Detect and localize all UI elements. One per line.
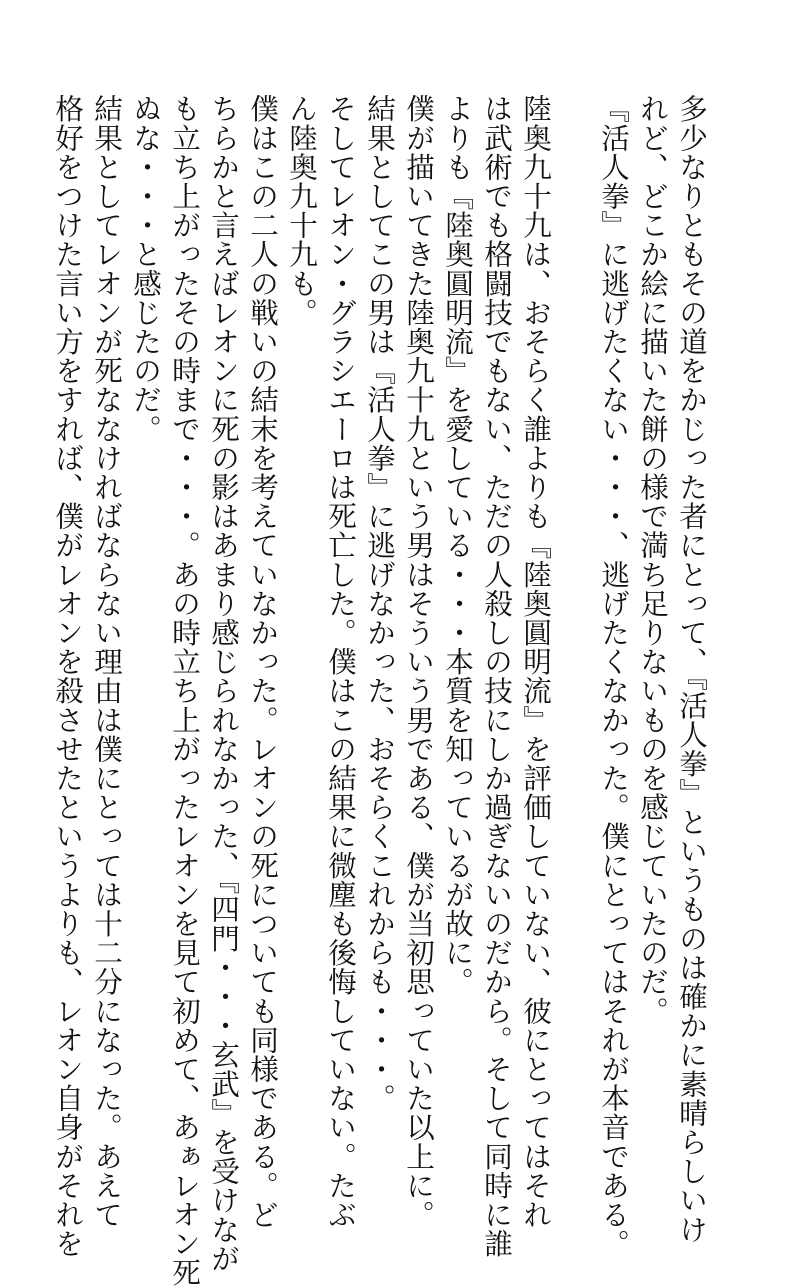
text-line-15: ぬな・・・と感じたのだ。: [129, 94, 163, 444]
text-line-7: よりも『陸奥圓明流』を愛している・・・本質を知っているが故に。: [441, 94, 475, 997]
text-line-9: 結果としてこの男は『活人拳』に逃げなかった、おそらくこれからも・・・。: [363, 94, 397, 1113]
text-line-17: 格好をつけた言い方をすれば、僕がレオンを殺させたというよりも、レオン自身がそれを: [51, 94, 85, 1258]
text-line-5: 陸奥九十九は、おそらく誰よりも『陸奥圓明流』を評価していない、彼にとってはそれ: [519, 94, 553, 1229]
vertical-text-body: [48, 94, 711, 1287]
text-line-2: れど、どこか絵に描いた餅の様で満ち足りないものを感じていたのだ。: [636, 94, 670, 1026]
text-line-13: ちらかと言えばレオンに死の影はあまり感じられなかった、『四門・・・玄武』を受けなが: [207, 94, 241, 1273]
text-line-6: は武術でも格闘技でもない、ただの人殺しの技にしか過ぎないのだから。そして同時に誰: [480, 94, 514, 1258]
text-line-8: 僕が描いてきた陸奥九十九という男はそういう男である、僕が当初思っていた以上に。: [402, 94, 436, 1229]
text-line-11: ん陸奥九十九も。: [285, 94, 319, 327]
text-line-12: 僕はこの二人の戦いの結末を考えていなかった。レオンの死についても同様である。ど: [246, 94, 280, 1229]
text-line-14: も立ち上がったその時まで・・・。あの時立ち上がったレオンを見て初めて、あぁレオン死: [168, 94, 202, 1287]
text-line-1: 多少なりともその道をかじった者にとって、『活人拳』というものは確かに素晴らしいけ: [675, 94, 709, 1244]
text-line-16: 結果としてレオンが死ななければならない理由は僕にとっては十二分になった。あえて: [90, 94, 124, 1229]
text-line-3: 『活人拳』に逃げたくない・・・、逃げたくなかった。僕にとってはそれが本音である。: [597, 94, 631, 1258]
paragraph-gap: [555, 94, 594, 1104]
text-line-10: そしてレオン・グラシエーロは死亡した。僕はこの結果に微塵も後悔していない。たぶ: [324, 94, 358, 1229]
